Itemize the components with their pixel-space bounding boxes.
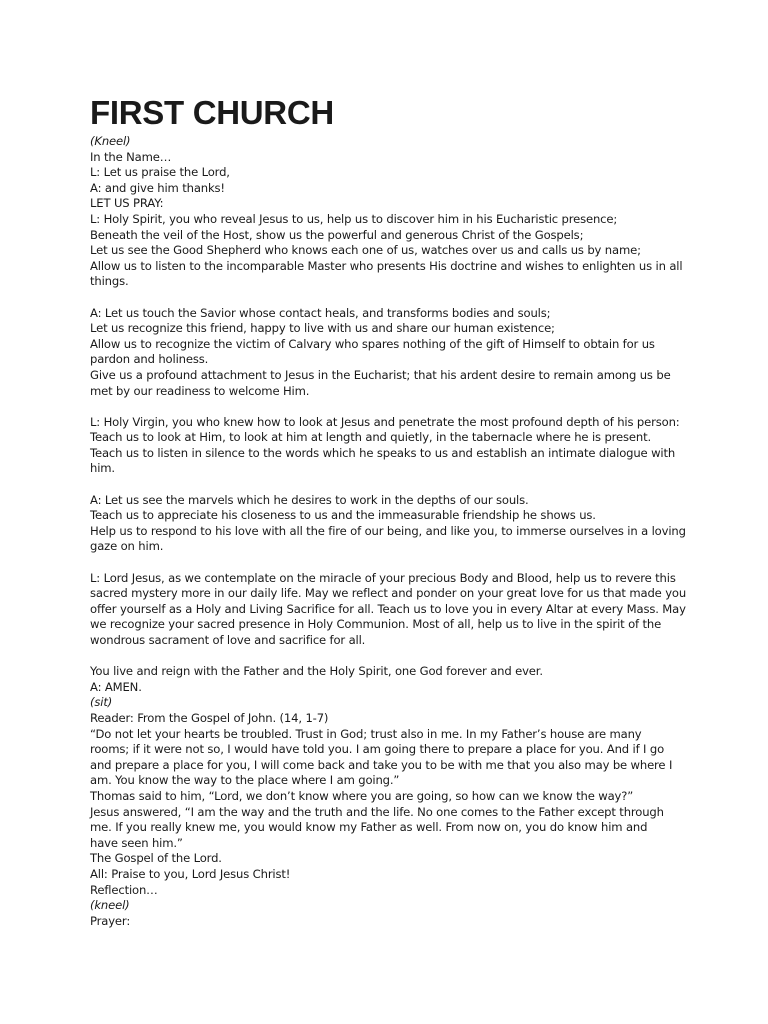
text-line: have seen him.” bbox=[90, 835, 183, 850]
text-line: Allow us to recognize the victim of Calvary who spares nothing of the gift of Himself to obtain for us bbox=[90, 336, 655, 351]
text-line: L: Holy Virgin, you who knew how to look at Jesus and penetrate the most profound depth of his person: bbox=[90, 414, 680, 429]
text-line: Give us a profound attachment to Jesus in the Eucharist; that his ardent desire to remain among us be bbox=[90, 367, 671, 382]
document-title: FIRST CHURCH bbox=[90, 94, 334, 131]
text-line: Prayer: bbox=[90, 913, 131, 928]
text-line: A: and give him thanks! bbox=[90, 180, 225, 195]
text-line: me. If you really knew me, you would know my Father as well. From now on, you do know him and bbox=[90, 820, 648, 835]
text-line: A: AMEN. bbox=[90, 679, 142, 694]
paragraph-gap bbox=[90, 649, 690, 665]
text-line: Let us recognize this friend, happy to live with us and share our human existence; bbox=[90, 321, 555, 336]
text-line: L: Let us praise the Lord, bbox=[90, 165, 230, 180]
paragraph-gap bbox=[90, 477, 690, 493]
document-page bbox=[90, 92, 690, 929]
text-line: rooms; if it were not so, I would have told you. I am going there to prepare a place for you. And if I go bbox=[90, 742, 665, 757]
text-line: Teach us to listen in silence to the words which he speaks to us and establish an intimate dialogue with bbox=[90, 445, 676, 460]
text-line: A: Let us see the marvels which he desires to work in the depths of our souls. bbox=[90, 492, 529, 507]
paragraph-gap bbox=[90, 399, 690, 415]
text-line: Jesus answered, “I am the way and the truth and the life. No one comes to the Father except through bbox=[90, 804, 664, 819]
text-line: Beneath the veil of the Host, show us the powerful and generous Christ of the Gospels; bbox=[90, 227, 584, 242]
text-line: Thomas said to him, “Lord, we don’t know where you are going, so how can we know the way?” bbox=[90, 788, 634, 803]
paragraph-gap bbox=[90, 555, 690, 571]
text-line: am. You know the way to the place where I am going.” bbox=[90, 773, 400, 788]
text-line: sacred mystery more in our daily life. May we reflect and ponder on your great love for us that made you bbox=[90, 586, 687, 601]
text-line: A: Let us touch the Savior whose contact heals, and transforms bodies and souls; bbox=[90, 305, 551, 320]
text-line: pardon and holiness. bbox=[90, 352, 209, 367]
text-line: The Gospel of the Lord. bbox=[90, 851, 222, 866]
text-line: LET US PRAY: bbox=[90, 196, 164, 211]
text-line: Help us to respond to his love with all the fire of our being, and like you, to immerse ourselves in a loving bbox=[90, 523, 686, 538]
text-line: In the Name… bbox=[90, 149, 172, 164]
rubric-line: (Kneel) bbox=[90, 134, 131, 148]
rubric-line: (sit) bbox=[90, 695, 113, 710]
paragraph-gap bbox=[90, 290, 690, 306]
text-line: You live and reign with the Father and the Holy Spirit, one God forever and ever. bbox=[90, 664, 543, 679]
text-line: Teach us to appreciate his closeness to us and the immeasurable friendship he shows us. bbox=[90, 508, 596, 523]
text-line: Let us see the Good Shepherd who knows each one of us, watches over us and calls us by name; bbox=[90, 243, 641, 258]
text-line: Reader: From the Gospel of John. (14, 1-7) bbox=[90, 710, 329, 725]
document-body bbox=[90, 134, 690, 929]
text-line: Allow us to listen to the incomparable Master who presents His doctrine and wishes to enlighten us in all bbox=[90, 258, 683, 273]
text-line: gaze on him. bbox=[90, 539, 164, 554]
text-line: All: Praise to you, Lord Jesus Christ! bbox=[90, 866, 291, 881]
text-line: things. bbox=[90, 274, 129, 289]
text-line: and prepare a place for you, I will come back and take you to be with me that you also may be where I bbox=[90, 757, 673, 772]
text-line: L: Lord Jesus, as we contemplate on the miracle of your precious Body and Blood, help us to revere this bbox=[90, 570, 676, 585]
text-line: met by our readiness to welcome Him. bbox=[90, 383, 310, 398]
text-line: offer yourself as a Holy and Living Sacrifice for all. Teach us to love you in every Altar at every Mass. May bbox=[90, 601, 686, 616]
text-line: “Do not let your hearts be troubled. Trust in God; trust also in me. In my Father’s house are many bbox=[90, 726, 642, 741]
text-line: we recognize your sacred presence in Holy Communion. Most of all, help us to live in the spirit of the bbox=[90, 617, 662, 632]
rubric-line: (kneel) bbox=[90, 898, 130, 913]
text-line: Reflection… bbox=[90, 882, 158, 897]
text-line: him. bbox=[90, 461, 115, 476]
text-line: L: Holy Spirit, you who reveal Jesus to us, help us to discover him in his Eucharistic presence; bbox=[90, 211, 618, 226]
text-line: wondrous sacrament of love and sacrifice for all. bbox=[90, 633, 366, 647]
text-line: Teach us to look at Him, to look at him at length and quietly, in the tabernacle where he is present. bbox=[90, 430, 651, 445]
